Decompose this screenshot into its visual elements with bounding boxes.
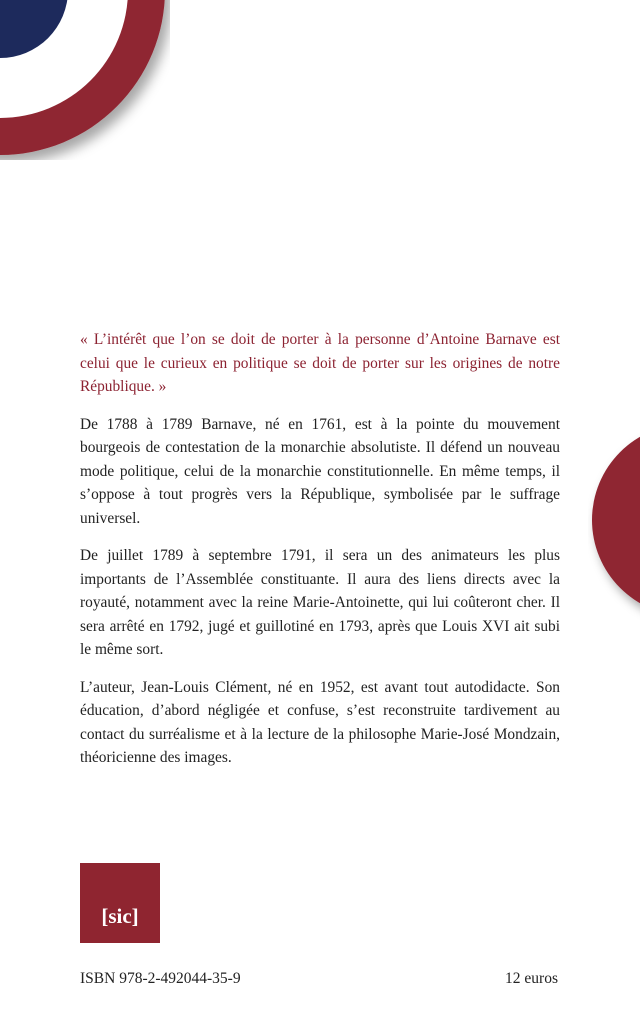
price: 12 euros bbox=[505, 970, 558, 987]
paragraph-barnave-1789: De juillet 1789 à septembre 1791, il sera un des animateurs les plus importants de l’Assemblée constituante. Il aura des liens directs avec la royauté, notamment avec la reine Marie-Antoinette, qui lui coûteront cher. Il sera arrêté en 1792, jugé et guillotiné en 1793, après que Louis XVI ait subi le même sort. bbox=[80, 547, 560, 658]
paragraph-barnave-1788: De 1788 à 1789 Barnave, né en 1761, est à la pointe du mouvement bourgeois de contestation de la monarchie absolutiste. Il défend un nouveau mode politique, celui de la monarchie constitutionnelle. En même temps, il s’oppose à tout progrès vers la République, symbolisée par le suffrage universel. bbox=[80, 415, 560, 527]
paragraph-author: L’auteur, Jean-Louis Clément, né en 1952, est avant tout autodidacte. Son éducation, d’abord négligée et confuse, s’est reconstruite tardivement au contact du surréalisme et à la lecture de la philosophe Marie-José Mondzain, théoricienne des images. bbox=[80, 678, 560, 766]
tricolor-cockade-right bbox=[588, 420, 640, 620]
opening-quote: « L’intérêt que l’on se doit de porter à la personne d’Antoine Barnave est celui que le curieux en politique se doit de porter sur les origines de notre République. » bbox=[80, 331, 560, 395]
publisher-logo-text: [sic] bbox=[101, 904, 139, 928]
tricolor-cockade-top bbox=[0, 0, 170, 160]
publisher-logo bbox=[80, 863, 160, 943]
isbn: ISBN 978-2-492044-35-9 bbox=[80, 970, 241, 987]
back-cover-blurb bbox=[80, 328, 560, 784]
